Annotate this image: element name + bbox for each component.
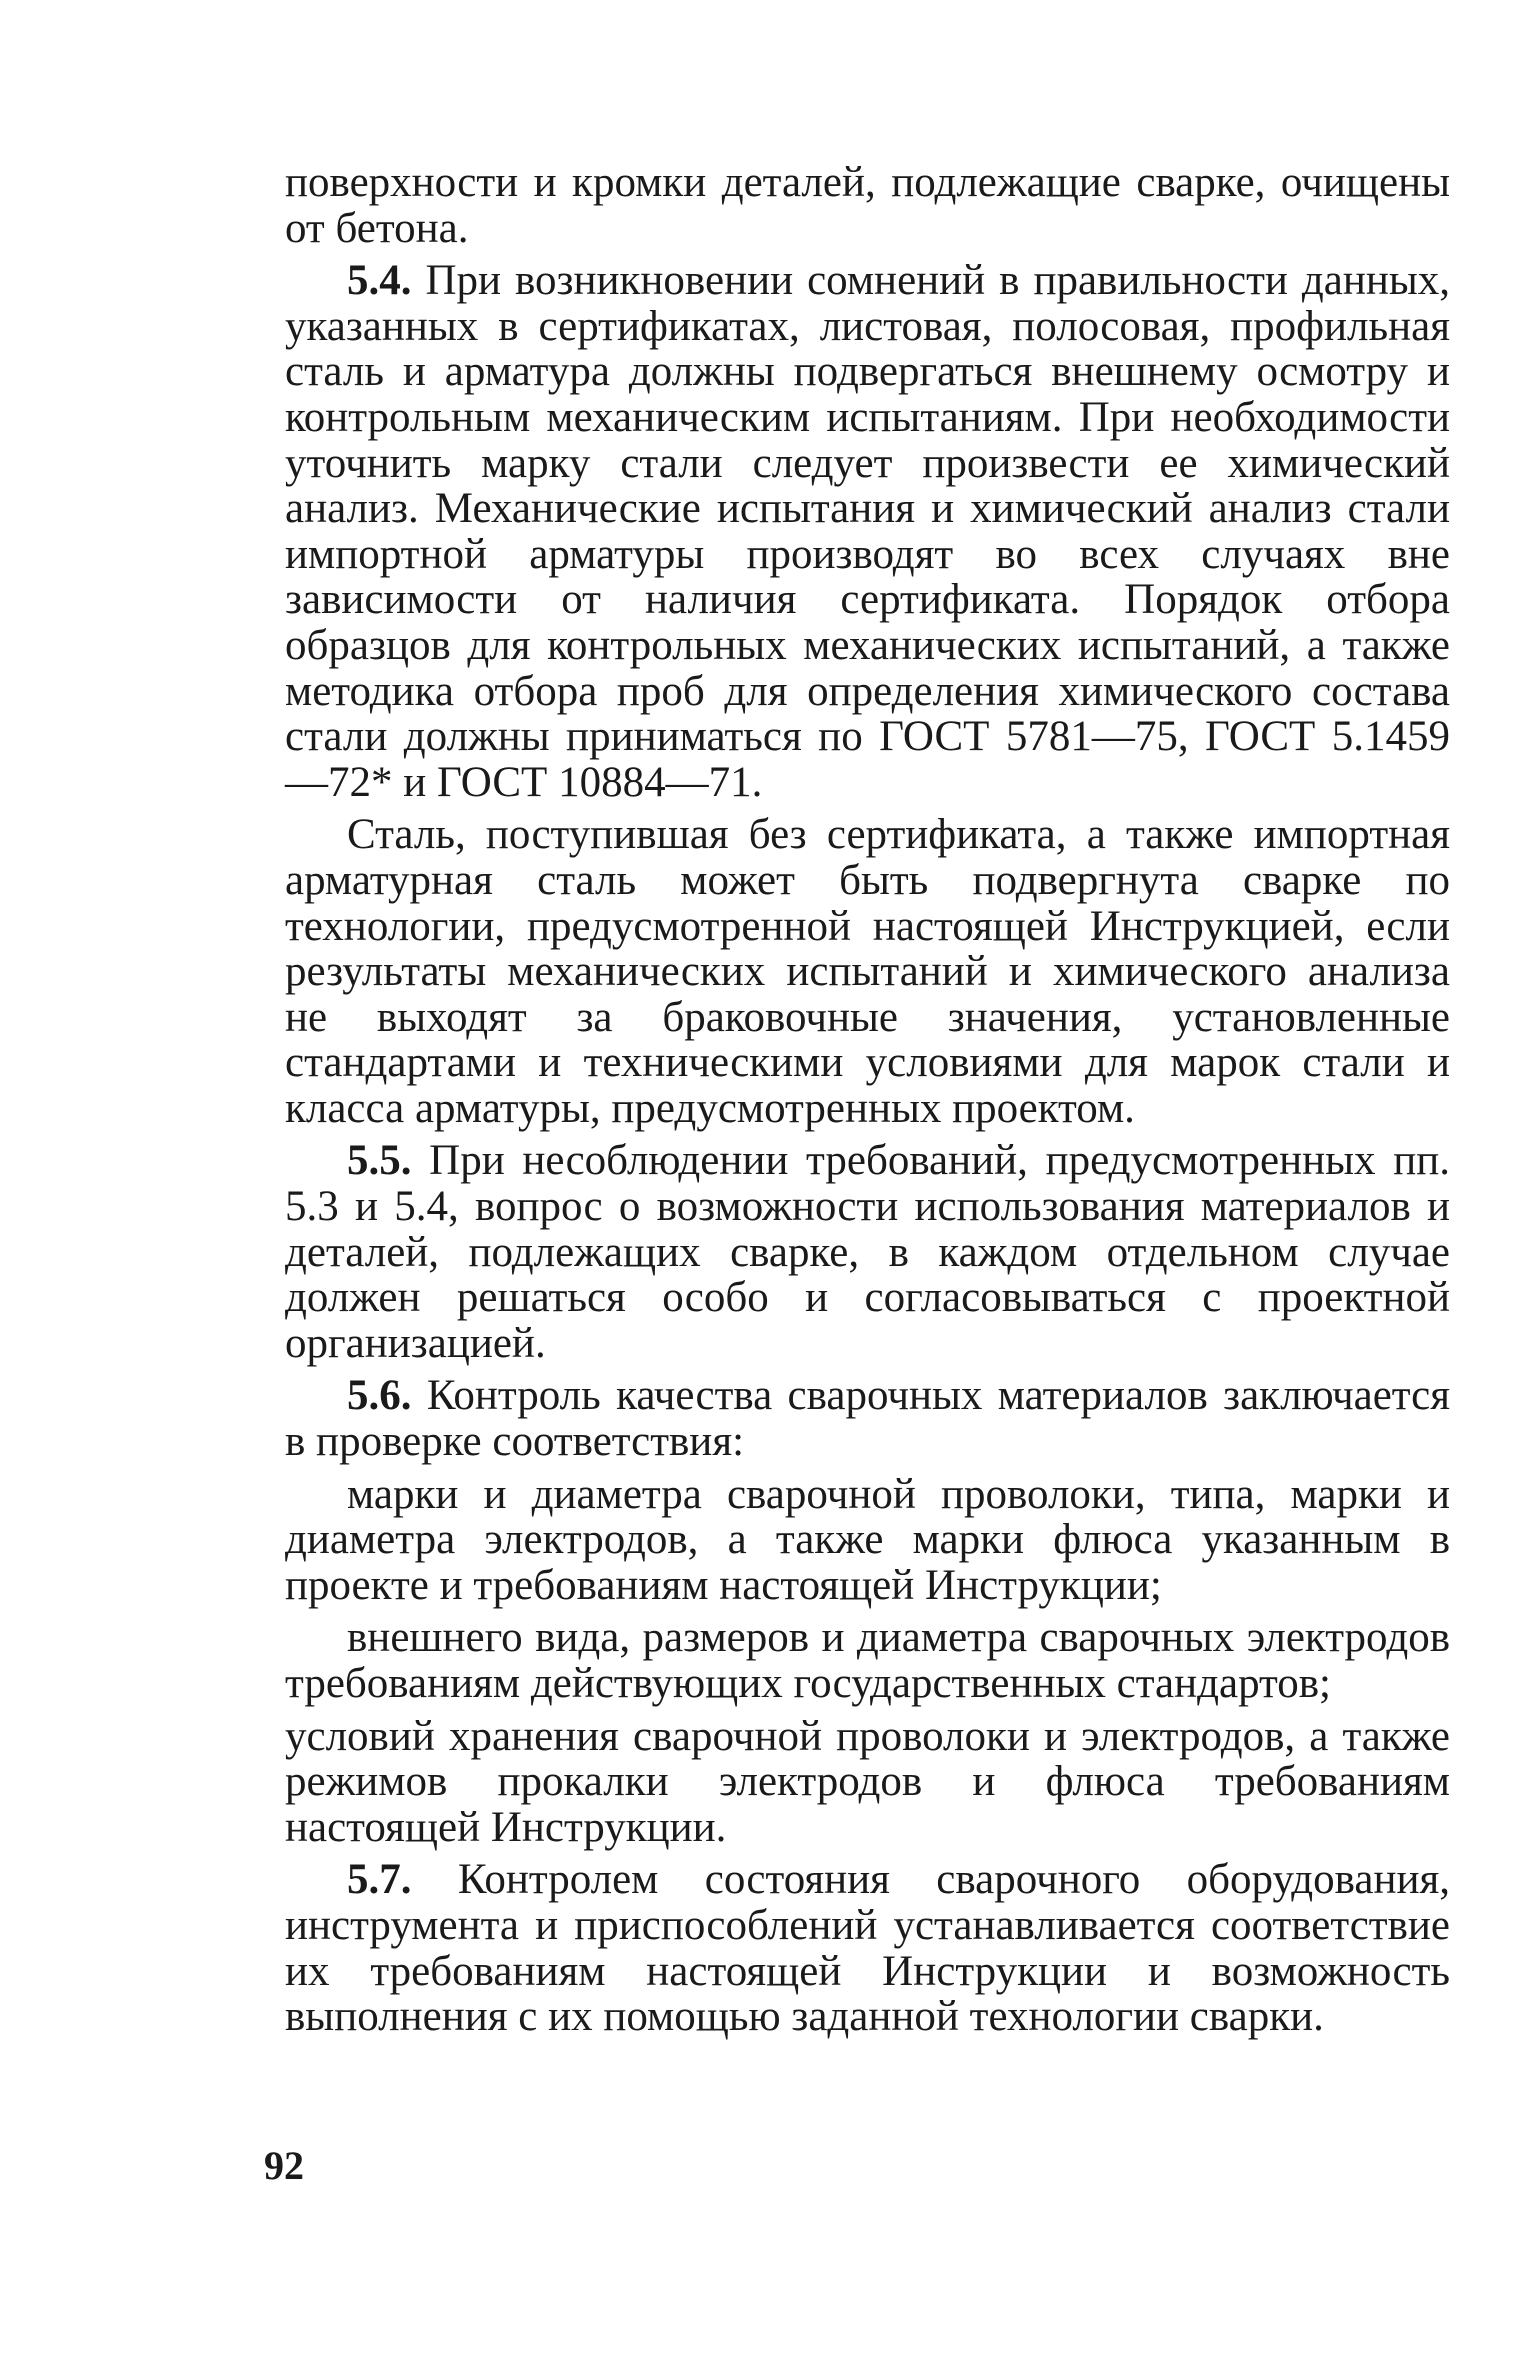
paragraph-text: При возникновении сомнений в правильности данных, указанных в сертификатах, листовая, полосовая, профильная сталь и арматура должны подвергаться внешнему осмотру и контрольным механическим испытаниям. При необходимости уточнить марку стали следует произвести ее химический анализ. Механические испытания и химический анализ стали импортной арматуры производят во всех случаях вне зависимости от наличия сертификата. Порядок отбора образцов для контрольных механических испытаний, а также методика отбора проб для определения химического состава стали должны приниматься по ГОСТ 5781—75, ГОСТ 5.1459—72* и ГОСТ 10884—71.	[285, 257, 1450, 806]
list-item	[285, 1472, 1450, 1609]
paragraph-5-6	[285, 1373, 1450, 1464]
section-number: 5.6.	[347, 1372, 412, 1420]
paragraph-text: поверхности и кромки деталей, подлежащие сварке, очищены от бетона.	[285, 159, 1450, 252]
paragraph-text: Сталь, поступившая без сертификата, а также импортная арматурная сталь может быть подвергнута сварке по технологии, предусмотренной настоящей Инструкцией, если результаты механических испытаний и химического анализа не выходят за браковочные значения, установленные стандартами и техническими условиями для марок стали и класса арматуры, предусмотренных проектом.	[285, 811, 1450, 1132]
paragraph-continuation	[285, 160, 1450, 251]
paragraph-text: Контроль качества сварочных материалов заключается в проверке соответствия:	[285, 1372, 1450, 1466]
page-body	[285, 160, 1450, 2040]
paragraph-text: условий хранения сварочной проволоки и электродов, а также режимов прокалки электродов и флюса требованиям настоящей Инструкции.	[285, 1712, 1450, 1851]
paragraph-text: При несоблюдении требований, предусмотренных пп. 5.3 и 5.4, вопрос о возможности использования материалов и деталей, подлежащих сварке, в каждом отдельном случае должен решаться особо и согласовываться с проектной организацией.	[285, 1137, 1450, 1367]
section-number: 5.7.	[347, 1856, 412, 1904]
paragraph-text: марки и диаметра сварочной проволоки, типа, марки и диаметра электродов, а также марки флюса указанным в проекте и требованиям настоящей Инструкции;	[285, 1470, 1450, 1609]
list-item	[285, 1714, 1450, 1851]
paragraph-steel-without-certificate	[285, 812, 1450, 1131]
paragraph-5-7	[285, 1857, 1450, 2039]
paragraph-text: внешнего вида, размеров и диаметра сварочных электродов требованиям действующих государственных стандартов;	[285, 1614, 1450, 1707]
paragraph-text: Контролем состояния сварочного оборудования, инструмента и приспособлений устанавливается соответствие их требованиям настоящей Инструкции и возможность выполнения с их помощью заданной технологии сварки.	[285, 1856, 1450, 2041]
page-number: 92	[264, 2143, 304, 2188]
section-number: 5.5.	[347, 1137, 412, 1185]
paragraph-5-4	[285, 258, 1450, 805]
list-item	[285, 1615, 1450, 1706]
paragraph-5-5	[285, 1138, 1450, 1366]
section-number: 5.4.	[347, 257, 412, 305]
